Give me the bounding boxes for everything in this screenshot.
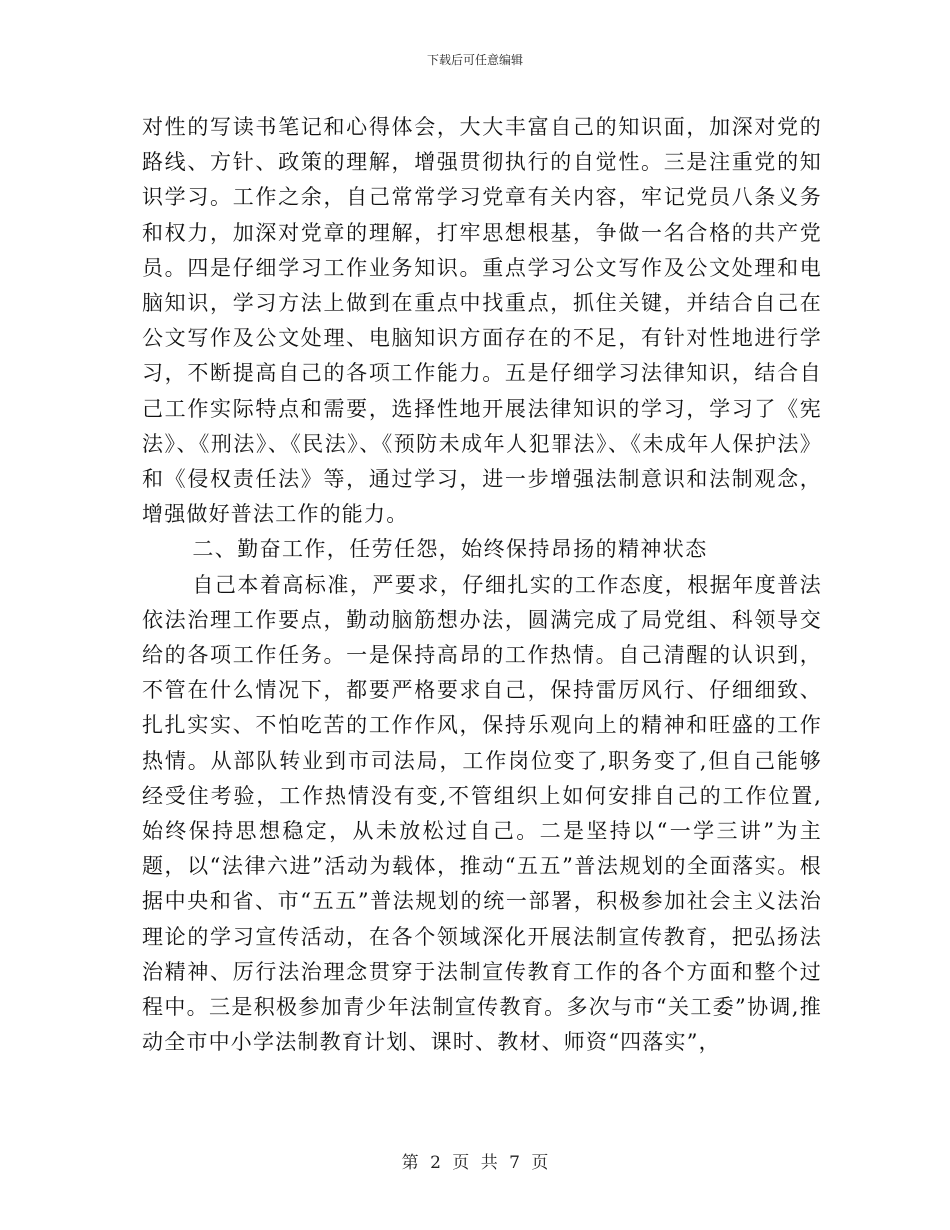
document-body	[142, 110, 822, 1060]
paragraph: 自己本着高标准，严要求，仔细扎实的工作态度，根据年度普法依法治理工作要点，勤动脑筋想办法，圆满完成了局党组、科领导交给的各项工作任务。一是保持高昂的工作热情。自己清醒的认识到，不管在什么情况下，都要严格要求自己，保持雷厉风行、仔细细致、扎扎实实、不怕吃苦的工作作风，保持乐观向上的精神和旺盛的工作热情。从部队转业到市司法局，工作岗位变了,职务变了,但自己能够经受住考验，工作热情没有变,不管组织上如何安排自己的工作位置,始终保持思想稳定，从未放松过自己。二是坚持以“一学三讲”为主题，以“法律六进”活动为载体，推动“五五”普法规划的全面落实。根据中央和省、市“五五”普法规划的统一部署，积极参加社会主义法治理论的学习宣传活动，在各个领域深化开展法制宣传教育，把弘扬法治精神、厉行法治理念贯穿于法制宣传教育工作的各个方面和整个过程中。三是积极参加青少年法制宣传教育。多次与市“关工委”协调,推动全市中小学法制教育计划、课时、教材、师资“四落实”，	[142, 572, 822, 1055]
page-header: 下载后可任意编辑	[426, 53, 523, 67]
page-number-footer: 第 2 页 共 7 页	[401, 1153, 549, 1173]
section-heading: 二、勤奋工作，任劳任怨，始终保持昂扬的精神状态	[192, 537, 708, 562]
paragraph-continuation: 对性的写读书笔记和心得体会，大大丰富自己的知识面，加深对党的路线、方针、政策的理解，增强贯彻执行的自觉性。三是注重党的知识学习。工作之余，自己常常学习党章有关内容，牢记党员八条义务和权力，加深对党章的理解，打牢思想根基，争做一名合格的共产党员。四是仔细学习工作业务知识。重点学习公文写作及公文处理和电脑知识，学习方法上做到在重点中找重点，抓住关键，并结合自己在公文写作及公文处理、电脑知识方面存在的不足，有针对性地进行学习，不断提高自己的各项工作能力。五是仔细学习法律知识，结合自己工作实际特点和需要，选择性地开展法律知识的学习，学习了《宪法》、《刑法》、《民法》、《预防未成年人犯罪法》、《未成年人保护法》和《侵权责任法》等，通过学习，进一步增强法制意识和法制观念，增强做好普法工作的能力。	[142, 115, 822, 527]
